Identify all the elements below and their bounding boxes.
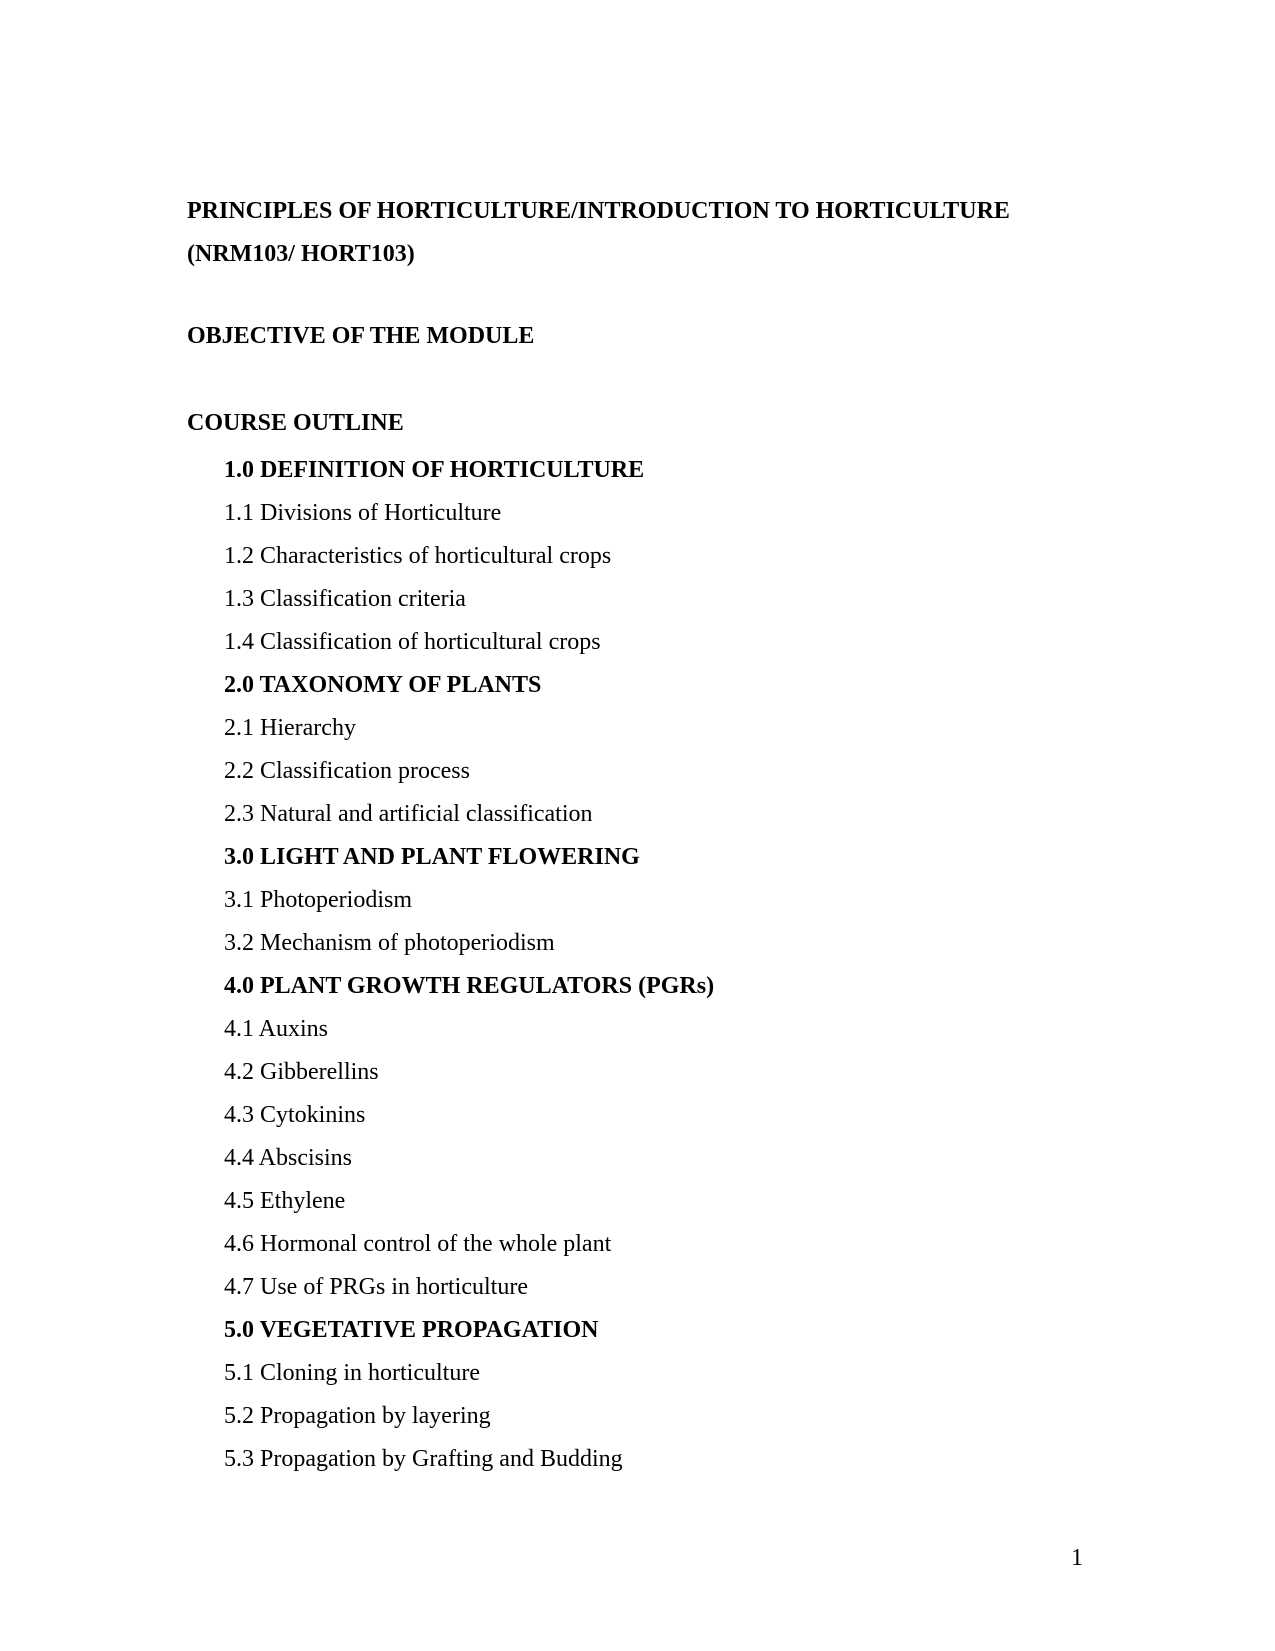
outline-item: 5.1 Cloning in horticulture (224, 1360, 480, 1386)
outline-section-heading: 3.0 LIGHT AND PLANT FLOWERING (224, 844, 640, 870)
outline-section-heading: 5.0 VEGETATIVE PROPAGATION (224, 1317, 599, 1343)
outline-item: 5.2 Propagation by layering (224, 1403, 491, 1429)
outline-section-heading: 4.0 PLANT GROWTH REGULATORS (PGRs) (224, 973, 715, 999)
outline-item: 4.3 Cytokinins (224, 1102, 366, 1128)
title-line-2: (NRM103/ HORT103) (187, 241, 415, 267)
outline-item: 1.3 Classification criteria (224, 586, 466, 612)
outline-item: 4.5 Ethylene (224, 1188, 346, 1214)
outline-item: 4.4 Abscisins (224, 1145, 353, 1171)
page-number: 1 (1071, 1545, 1083, 1571)
outline-item: 3.2 Mechanism of photoperiodism (224, 930, 555, 956)
document-title (187, 190, 1010, 276)
course-outline-heading: COURSE OUTLINE (187, 410, 404, 436)
course-outline-list (224, 449, 714, 1481)
outline-item: 2.3 Natural and artificial classification (224, 801, 593, 827)
outline-section-heading: 1.0 DEFINITION OF HORTICULTURE (224, 457, 645, 483)
outline-item: 4.6 Hormonal control of the whole plant (224, 1231, 612, 1257)
outline-item: 4.2 Gibberellins (224, 1059, 379, 1085)
title-line-1: PRINCIPLES OF HORTICULTURE/INTRODUCTION TO HORTICULTURE (187, 198, 1010, 224)
outline-item: 1.2 Characteristics of horticultural crops (224, 543, 612, 569)
objective-heading: OBJECTIVE OF THE MODULE (187, 323, 535, 349)
outline-item: 2.1 Hierarchy (224, 715, 356, 741)
outline-item: 4.1 Auxins (224, 1016, 329, 1042)
outline-item: 1.1 Divisions of Horticulture (224, 500, 502, 526)
outline-item: 5.3 Propagation by Grafting and Budding (224, 1446, 623, 1472)
outline-section-heading: 2.0 TAXONOMY OF PLANTS (224, 672, 542, 698)
outline-item: 2.2 Classification process (224, 758, 470, 784)
outline-item: 4.7 Use of PRGs in horticulture (224, 1274, 528, 1300)
outline-item: 1.4 Classification of horticultural crops (224, 629, 601, 655)
outline-item: 3.1 Photoperiodism (224, 887, 413, 913)
